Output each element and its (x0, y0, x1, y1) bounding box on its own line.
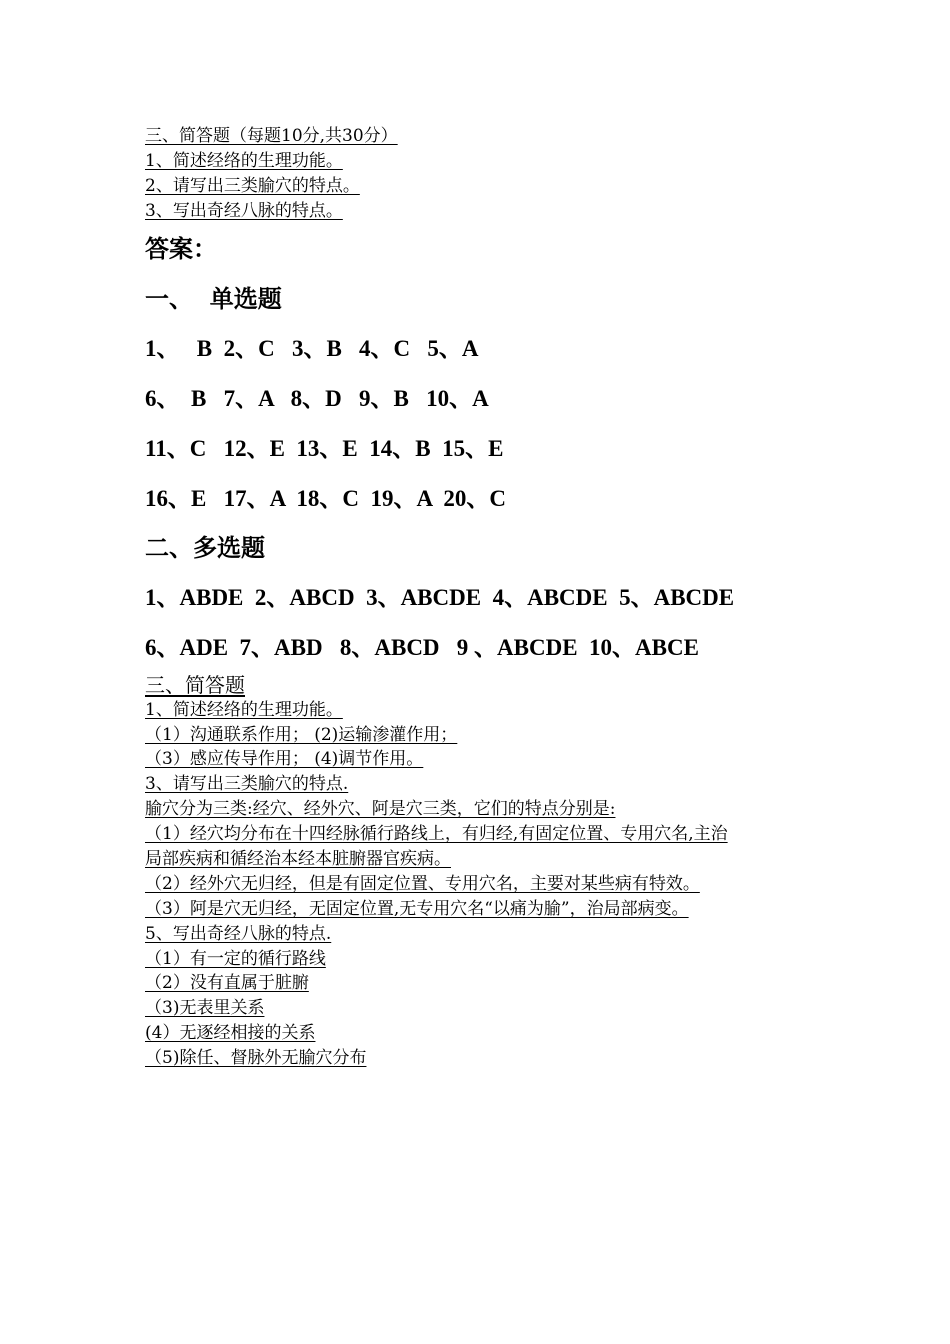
question-3: 3、写出奇经八脉的特点。 (145, 201, 343, 221)
multi-answer-row: 1、ABDE 2、ABCD 3、ABCDE 4、ABCDE 5、ABCDE (145, 585, 735, 610)
multi-answer-row: 6、ADE 7、ABD 8、ABCD 9 、ABCDE 10、ABCE (145, 635, 699, 660)
single-answer-row: 16、E 17、A 18、C 19、A 20、C (145, 486, 506, 511)
answer-line: 5、写出奇经八脉的特点. (145, 924, 332, 944)
answer-line: （2）没有直属于脏腑 (145, 973, 309, 993)
answer-line: (4）无逐经相接的关系 (145, 1023, 316, 1043)
answer-line: （2）经外穴无归经，但是有固定位置、专用穴名，主要对某些病有特效。 (145, 874, 700, 894)
answer-line: 3、请写出三类腧穴的特点. (145, 774, 349, 794)
answer-line: 局部疾病和循经治本经本脏腑器官疾病。 (145, 849, 451, 869)
answer-line: （3）感应传导作用； (4)调节作用。 (145, 749, 424, 769)
answer-line: （3）阿是穴无归经，无固定位置,无专用穴名“以痛为腧”，治局部病变。 (145, 899, 689, 919)
answer-line: （1）沟通联系作用； (2)运输渗灌作用； (145, 725, 458, 745)
answer-line: 1、简述经络的生理功能。 (145, 700, 343, 720)
multi-choice-heading: 二、多选题 (145, 534, 265, 562)
answer-line: （3)无表里关系 (145, 998, 265, 1018)
answer-line: （1）有一定的循行路线 (145, 949, 326, 969)
single-choice-heading: 一、 单选题 (145, 285, 282, 313)
single-answer-row: 11、C 12、E 13、E 14、B 15、E (145, 436, 504, 461)
single-answer-row: 1、 B 2、C 3、B 4、C 5、A (145, 336, 479, 361)
answer-line: 腧穴分为三类:经穴、经外穴、阿是穴三类，它们的特点分别是: (145, 799, 616, 819)
short-answer-heading: 三、简答题 (145, 673, 245, 697)
single-answer-row: 6、 B 7、A 8、D 9、B 10、A (145, 386, 489, 411)
short-answer-header: 三、简答题（每题10分,共30分） (145, 126, 398, 146)
question-2: 2、请写出三类腧穴的特点。 (145, 176, 360, 196)
answer-line: （1）经穴均分布在十四经脉循行路线上，有归经,有固定位置、专用穴名,主治 (145, 824, 728, 844)
answers-title: 答案： (145, 235, 217, 263)
question-1: 1、简述经络的生理功能。 (145, 151, 343, 171)
answer-line: （5)除任、督脉外无腧穴分布 (145, 1048, 367, 1068)
